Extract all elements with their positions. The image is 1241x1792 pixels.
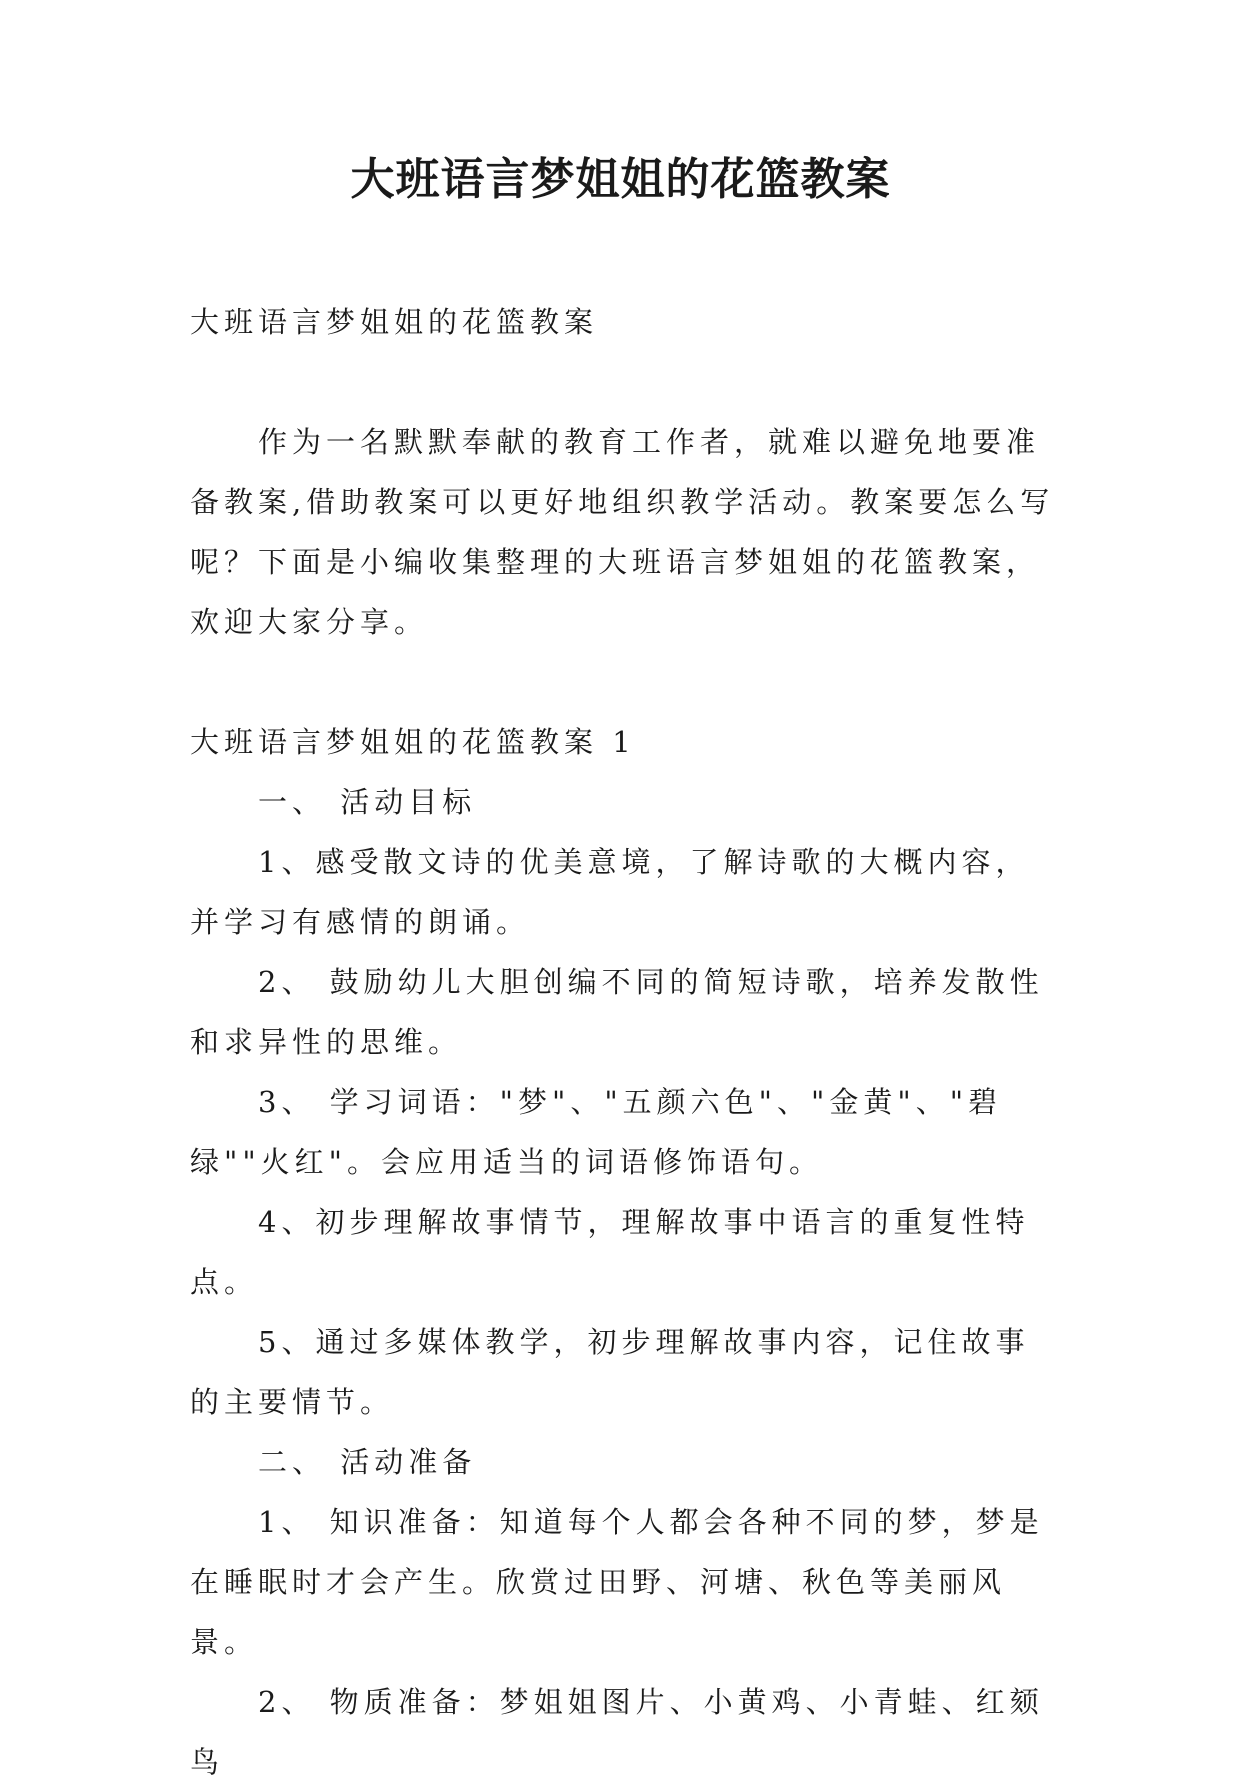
goal-item-4: 4、初步理解故事情节，理解故事中语言的重复性特点。 [190, 1205, 1030, 1299]
intro-paragraph: 作为一名默默奉献的教育工作者，就难以避免地要准备教案,借助教案可以更好地组织教学活动。教案要怎么写呢？下面是小编收集整理的大班语言梦姐姐的花篮教案，欢迎大家分享。 [190, 425, 1055, 639]
section-heading: 大班语言梦姐姐的花篮教案 1 [190, 725, 636, 759]
subtitle: 大班语言梦姐姐的花篮教案 [190, 305, 599, 339]
goal-item-1: 1、感受散文诗的优美意境，了解诗歌的大概内容，并学习有感情的朗诵。 [190, 845, 1030, 939]
spacer [190, 652, 1060, 712]
document-body [190, 292, 1060, 1792]
prep-item-2: 2、 物质准备：梦姐姐图片、小黄鸡、小青蛙、红颏鸟 [190, 1685, 1044, 1779]
heading-prep: 二、 活动准备 [258, 1445, 477, 1479]
heading-goals: 一、 活动目标 [258, 785, 477, 819]
spacer [190, 352, 1060, 412]
goal-item-3: 3、 学习词语："梦"、"五颜六色"、"金黄"、"碧绿""火红"。会应用适当的词语修饰语句。 [190, 1085, 1003, 1179]
goal-item-2: 2、 鼓励幼儿大胆创编不同的简短诗歌，培养发散性和求异性的思维。 [190, 965, 1044, 1059]
prep-item-1: 1、 知识准备：知道每个人都会各种不同的梦，梦是在睡眠时才会产生。欣赏过田野、河塘、秋色等美丽风景。 [190, 1505, 1044, 1659]
goal-item-5: 5、通过多媒体教学，初步理解故事内容，记住故事的主要情节。 [190, 1325, 1030, 1419]
document-title: 大班语言梦姐姐的花篮教案 [350, 154, 891, 205]
